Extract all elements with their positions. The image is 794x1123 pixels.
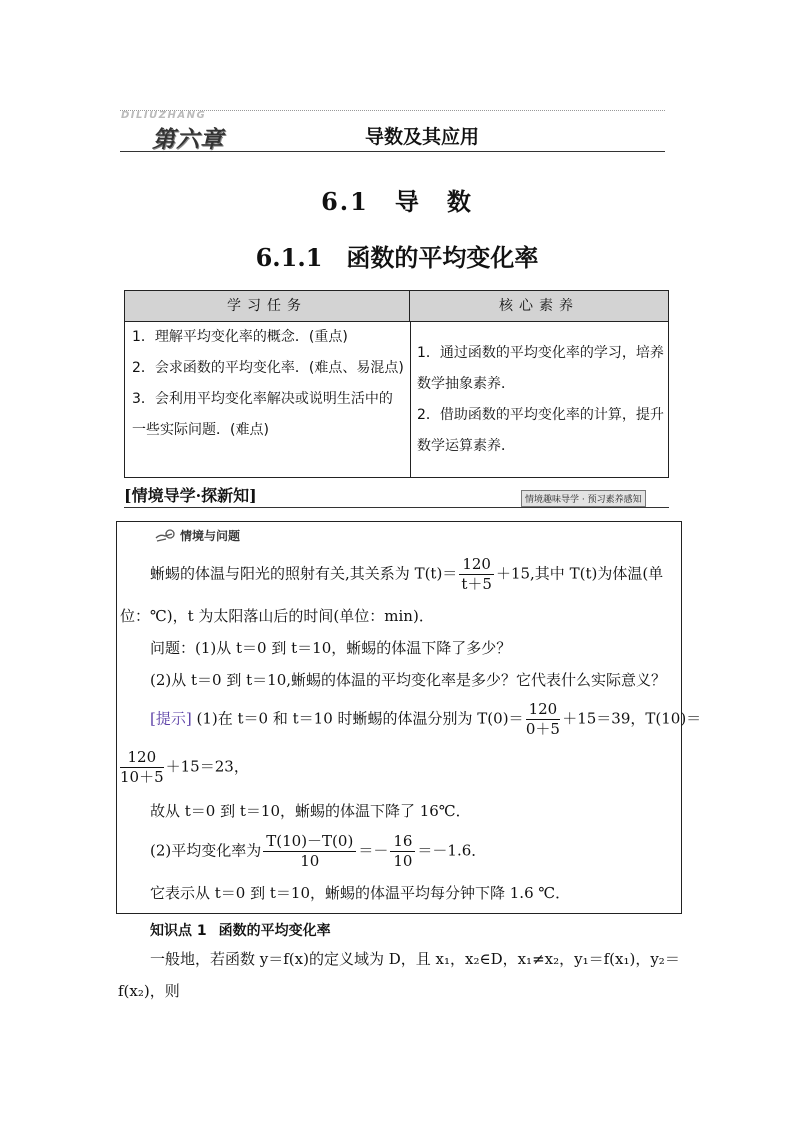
meaning-line: 它表示从 t＝0 到 t＝10，蜥蜴的体温平均每分钟下降 1.6 ℃． <box>150 884 571 902</box>
objectives-table <box>124 290 669 478</box>
fraction-denominator: t＋5 <box>461 575 492 593</box>
rate-text: (2)平均变化率为 <box>150 841 262 860</box>
section-banner-subtitle: 情境趣味导学 · 预习素养感知 <box>521 490 646 507</box>
header-rule <box>120 151 665 152</box>
definition-line-1: 一般地，若函数 y＝f(x)的定义域为 D，且 x₁，x₂∈D，x₁≠x₂，y₁＝f(x₁)，y₂＝ <box>150 950 680 968</box>
hint-text: ＋15＝39，T(10)＝ <box>562 709 702 728</box>
fraction-120-over-10-plus-5 <box>120 748 164 787</box>
fraction-16-over-10 <box>390 832 415 871</box>
section-banner-title: [情境导学·探新知] <box>124 486 257 505</box>
fraction-120-over-0-plus-5 <box>526 700 561 739</box>
scenario-line-1 <box>150 555 663 594</box>
rate-text: ＝－ <box>358 841 389 860</box>
fraction-numerator: 120 <box>120 748 164 768</box>
scenario-text: ＋15,其中 <box>495 564 565 583</box>
fraction-denominator: 0＋5 <box>525 720 560 738</box>
core-literacy-cell <box>417 338 665 462</box>
section-title: 6.1 导 数 <box>321 187 473 216</box>
table-header-learning-tasks: 学习任务 <box>125 291 410 322</box>
literacy-item: 1．通过函数的平均变化率的学习，培养数学抽象素养． <box>417 345 664 392</box>
task-item: 2．会求函数的平均变化率．(难点、易混点) <box>132 360 404 376</box>
subsection-title: 6.1.1 函数的平均变化率 <box>255 243 539 272</box>
scenario-text: T(t)为体温(单 <box>569 564 664 583</box>
fraction-denominator: 10 <box>300 852 320 870</box>
knowledge-point-title: 函数的平均变化率 <box>218 923 331 939</box>
section-banner-rule <box>124 507 669 508</box>
question-2: (2)从 t＝0 到 t＝10,蜥蜴的体温的平均变化率是多少？它代表什么实际意义？ <box>150 671 667 689</box>
hint-text: ＋15＝23， <box>165 757 249 776</box>
hint-tag: [提示] <box>150 709 192 728</box>
rate-text: ＝－1.6． <box>417 841 487 860</box>
hint-line-2 <box>118 748 249 787</box>
fraction-numerator: 120 <box>526 700 561 720</box>
fraction-numerator: 120 <box>459 555 494 575</box>
fraction-rate <box>263 832 356 871</box>
table-header-core-literacy: 核心素养 <box>410 291 668 322</box>
formula-fn: T(t)＝ <box>414 564 458 583</box>
fraction-numerator: T(10)－T(0) <box>263 832 356 852</box>
task-item: 3．会利用平均变化率解决或说明生活中的一些实际问题．(难点) <box>132 391 393 438</box>
literacy-item: 2．借助函数的平均变化率的计算，提升数学运算素养． <box>417 407 664 454</box>
task-item: 1．理解平均变化率的概念．(重点) <box>132 329 348 345</box>
scenario-label: 情境与问题 <box>180 529 241 543</box>
chapter-label: 第六章 <box>152 127 224 153</box>
definition-line-2: f(x₂)，则 <box>118 982 180 1000</box>
rate-line <box>150 832 486 871</box>
knowledge-point-heading <box>150 920 331 940</box>
question-1: 问题：(1)从 t＝0 到 t＝10，蜥蜴的体温下降了多少？ <box>150 639 512 657</box>
hint-text: (1)在 t＝0 和 t＝10 时蜥蜴的体温分别为 <box>196 709 473 728</box>
chapter-title: 导数及其应用 <box>365 126 480 148</box>
lightbulb-hand-icon <box>154 528 176 544</box>
knowledge-point-number: 知识点 1 <box>150 923 207 939</box>
table-divider <box>410 322 411 478</box>
hint-line-1 <box>150 700 701 739</box>
scenario-line-2: 位：℃)，t 为太阳落山后的时间(单位：min)． <box>120 607 434 625</box>
conclusion-line: 故从 t＝0 到 t＝10，蜥蜴的体温下降了 16℃． <box>150 802 471 820</box>
formula-fn: T(0)＝ <box>477 709 524 728</box>
fraction-120-over-t-plus-5 <box>459 555 494 594</box>
learning-tasks-cell <box>132 322 404 446</box>
chapter-pinyin: DILIUZHANG <box>121 110 207 121</box>
fraction-denominator: 10＋5 <box>120 768 164 786</box>
scenario-text: 蜥蜴的体温与阳光的照射有关,其关系为 <box>150 564 410 583</box>
fraction-denominator: 10 <box>393 852 413 870</box>
fraction-numerator: 16 <box>390 832 415 852</box>
